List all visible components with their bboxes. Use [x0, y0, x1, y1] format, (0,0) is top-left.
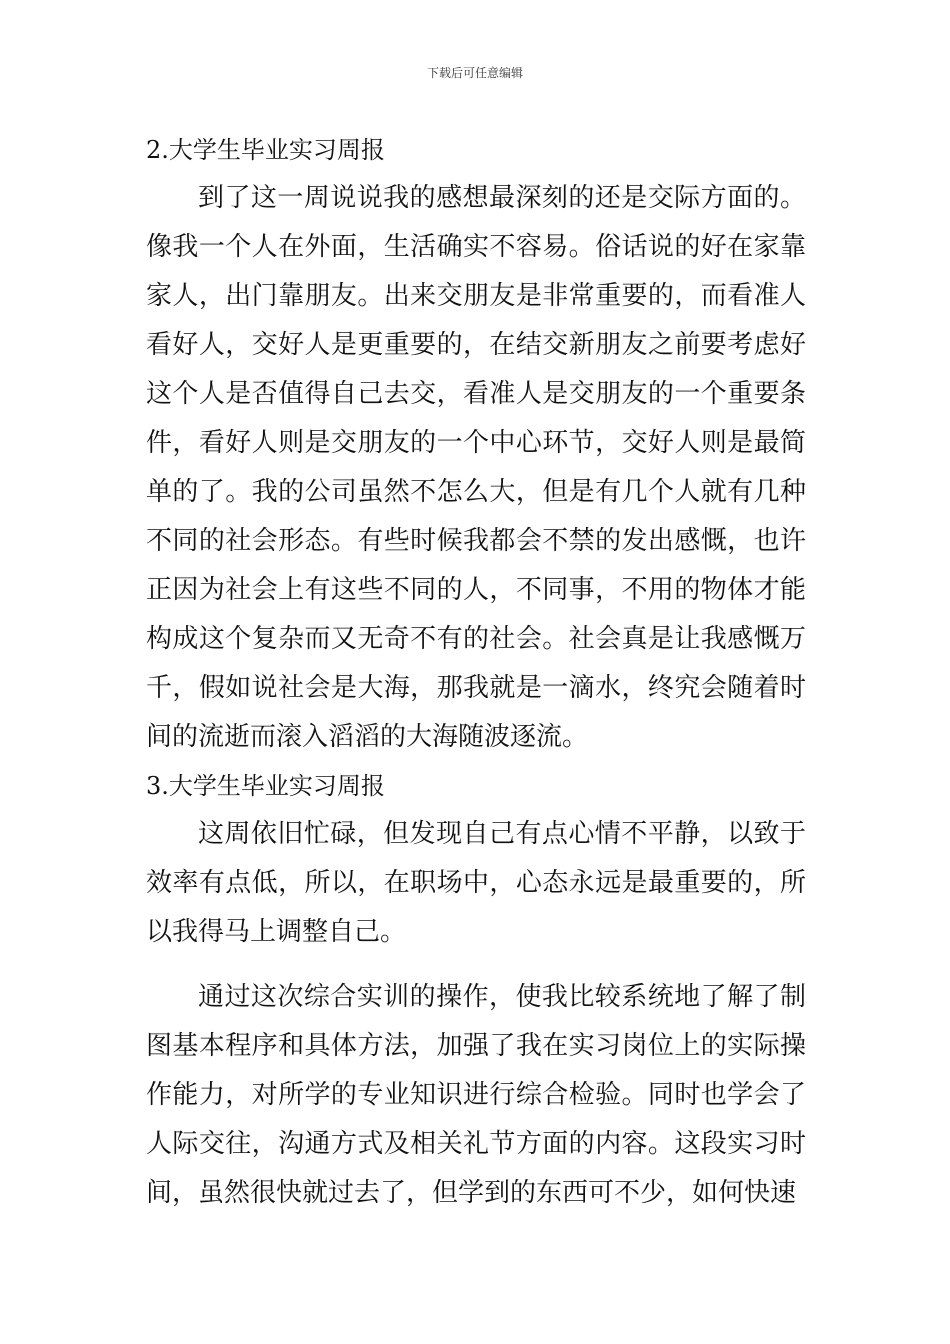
paragraph-line: 间的流逝而滚入滔滔的大海随波逐流。 [146, 722, 589, 752]
paragraph [146, 973, 806, 1218]
paragraph [146, 174, 806, 762]
paragraph-line: 到了这一周说说我的感想最深刻的还是交际方面的。 [198, 183, 806, 213]
paragraph-line: 不同的社会形态。有些时候我都会不禁的发出感慨，也许 [146, 526, 806, 556]
paragraph-line: 人际交往，沟通方式及相关礼节方面的内容。这段实习时 [146, 1129, 806, 1159]
paragraph-line: 家人，出门靠朋友。出来交朋友是非常重要的，而看准人 [146, 281, 806, 311]
paragraph-line: 以我得马上调整自己。 [146, 917, 407, 947]
paragraph-line: 效率有点低，所以，在职场中，心态永远是最重要的，所 [146, 868, 806, 898]
paragraph-line: 这个人是否值得自己去交，看准人是交朋友的一个重要条 [146, 379, 806, 409]
paragraph-line: 正因为社会上有这些不同的人，不同事，不用的物体才能 [146, 575, 806, 605]
document-body [146, 126, 806, 1218]
paragraph-line: 千，假如说社会是大海，那我就是一滴水，终究会随着时 [146, 673, 806, 703]
paragraph-line: 单的了。我的公司虽然不怎么大，但是有几个人就有几种 [146, 477, 806, 507]
paragraph-line: 像我一个人在外面，生活确实不容易。俗话说的好在家靠 [146, 232, 806, 262]
paragraph-line: 图基本程序和具体方法，加强了我在实习岗位上的实际操 [146, 1031, 806, 1061]
paragraph-line: 看好人，交好人是更重要的，在结交新朋友之前要考虑好 [146, 330, 806, 360]
section-heading: 3.大学生毕业实习周报 [146, 772, 385, 800]
paragraph-line: 作能力，对所学的专业知识进行综合检验。同时也学会了 [146, 1080, 806, 1110]
paragraph-line: 通过这次综合实训的操作，使我比较系统地了解了制 [198, 982, 806, 1012]
page-header: 下载后可任意编辑 [426, 66, 523, 80]
paragraph [146, 810, 806, 957]
paragraph-line: 间，虽然很快就过去了，但学到的东西可不少，如何快速 [146, 1178, 797, 1208]
paragraph-line: 构成这个复杂而又无奇不有的社会。社会真是让我感慨万 [146, 624, 806, 654]
paragraph-line: 这周依旧忙碌，但发现自己有点心情不平静，以致于 [198, 819, 806, 849]
section-heading: 2.大学生毕业实习周报 [146, 136, 385, 164]
paragraph-line: 件，看好人则是交朋友的一个中心环节，交好人则是最简 [146, 428, 806, 458]
paragraph-gap [146, 957, 806, 973]
